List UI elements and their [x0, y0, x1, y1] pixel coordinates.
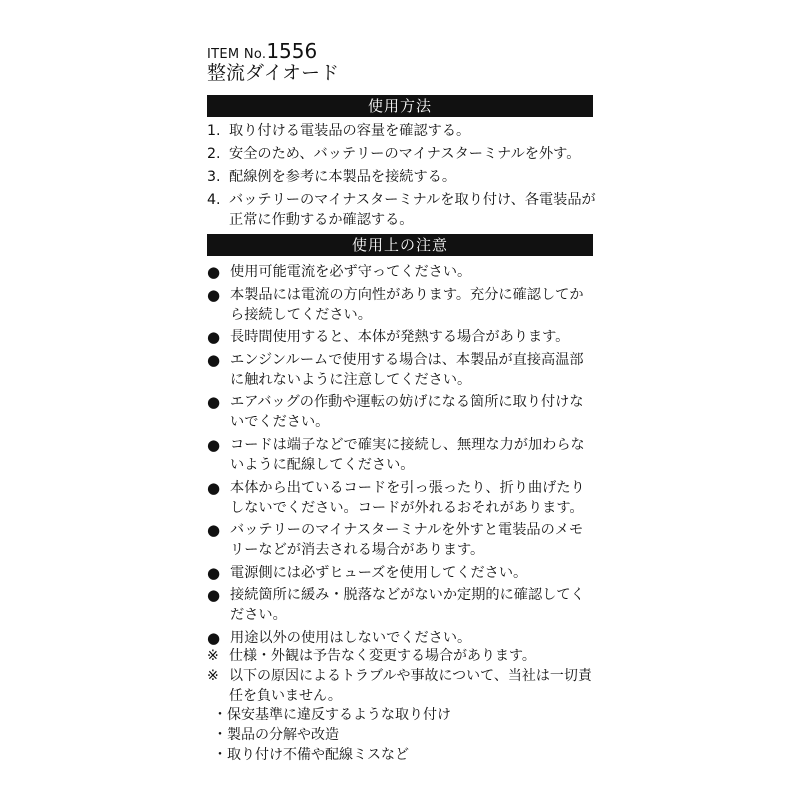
caution-item	[207, 563, 597, 583]
bullet-icon: ●	[207, 586, 221, 605]
reference-mark: ※	[207, 668, 219, 684]
usage-steps-list	[207, 121, 597, 233]
bullet-icon: ●	[207, 435, 221, 454]
caution-item	[207, 520, 597, 560]
caution-text: 長時間使用すると、本体が発熱する場合があります。	[230, 329, 570, 346]
caution-text: バッテリーのマイナスターミナルを外すと電装品のメモリーなどが消去される場合があります。	[230, 522, 584, 559]
caution-text: エンジンルームで使用する場合は、本製品が直接高温部に触れないように注意してください。	[230, 351, 584, 388]
footnote-liability	[207, 666, 597, 706]
caution-text: 電源側には必ずヒューズを使用してください。	[230, 564, 528, 581]
footnote-text: 仕様・外観は予告なく変更する場合があります。	[229, 648, 536, 664]
caution-text: 用途以外の使用はしないでください。	[230, 629, 472, 646]
cautions-section-header: 使用上の注意	[207, 234, 593, 256]
caution-item	[207, 262, 597, 282]
bullet-icon: ●	[207, 285, 221, 304]
bullet-icon: ●	[207, 393, 221, 412]
step-number: 4.	[207, 192, 221, 208]
caution-item	[207, 350, 597, 390]
caution-text: 本体から出ているコードを引っ張ったり、折り曲げたりしないでください。コードが外れるおそれがあります。	[230, 479, 585, 516]
caution-text: コードは端子などで確実に接続し、無理な力が加わらないように配線してください。	[230, 436, 585, 473]
step-text: 取り付ける電装品の容量を確認する。	[229, 123, 471, 139]
bullet-icon: ●	[207, 263, 221, 281]
caution-item	[207, 285, 597, 325]
caution-text: 接続箇所に緩み・脱落などがないか定期的に確認してください。	[230, 587, 585, 624]
bullet-icon: ●	[207, 478, 221, 497]
step-text: 安全のため、バッテリーのマイナスターミナルを外す。	[229, 146, 581, 162]
product-name: 整流ダイオード	[207, 62, 340, 84]
usage-section-header: 使用方法	[207, 95, 593, 117]
caution-item	[207, 478, 597, 518]
footnote-text: 以下の原因によるトラブルや事故について、当社は一切責任を負いません。	[229, 668, 592, 704]
liability-causes-list	[213, 705, 451, 765]
step-text: バッテリーのマイナスターミナルを取り付け、各電装品が正常に作動するか確認する。	[229, 192, 596, 228]
bullet-icon: ●	[207, 563, 221, 582]
caution-item	[207, 392, 597, 432]
usage-step	[207, 190, 597, 230]
caution-text: 使用可能電流を必ず守ってください。	[230, 264, 472, 280]
footnote-spec	[207, 646, 597, 666]
bullet-icon: ●	[207, 350, 221, 369]
reference-mark: ※	[207, 648, 219, 664]
caution-text: エアバッグの作動や運転の妨げになる箇所に取り付けないでください。	[230, 394, 584, 431]
footnotes	[207, 646, 597, 706]
bullet-icon: ●	[207, 521, 221, 540]
item-number-prefix: ITEM No.	[207, 47, 267, 62]
caution-item	[207, 585, 597, 625]
cautions-list	[207, 262, 597, 651]
step-number: 2.	[207, 146, 221, 162]
cause-item: ・製品の分解や改造	[213, 727, 339, 743]
item-number-value: 1556	[266, 39, 318, 63]
step-number: 1.	[207, 123, 221, 139]
usage-step	[207, 144, 597, 164]
caution-item	[207, 327, 597, 347]
cause-item: ・取り付け不備や配線ミスなど	[213, 747, 409, 763]
step-text: 配線例を参考に本製品を接続する。	[229, 169, 457, 185]
step-number: 3.	[207, 169, 221, 185]
bullet-icon: ●	[207, 628, 221, 647]
caution-text: 本製品には電流の方向性があります。充分に確認してから接続してください。	[230, 286, 584, 323]
caution-item	[207, 628, 597, 648]
bullet-icon: ●	[207, 328, 221, 347]
usage-step	[207, 167, 597, 187]
caution-item	[207, 435, 597, 475]
usage-step	[207, 121, 597, 141]
cause-item: ・保安基準に違反するような取り付け	[213, 707, 451, 723]
